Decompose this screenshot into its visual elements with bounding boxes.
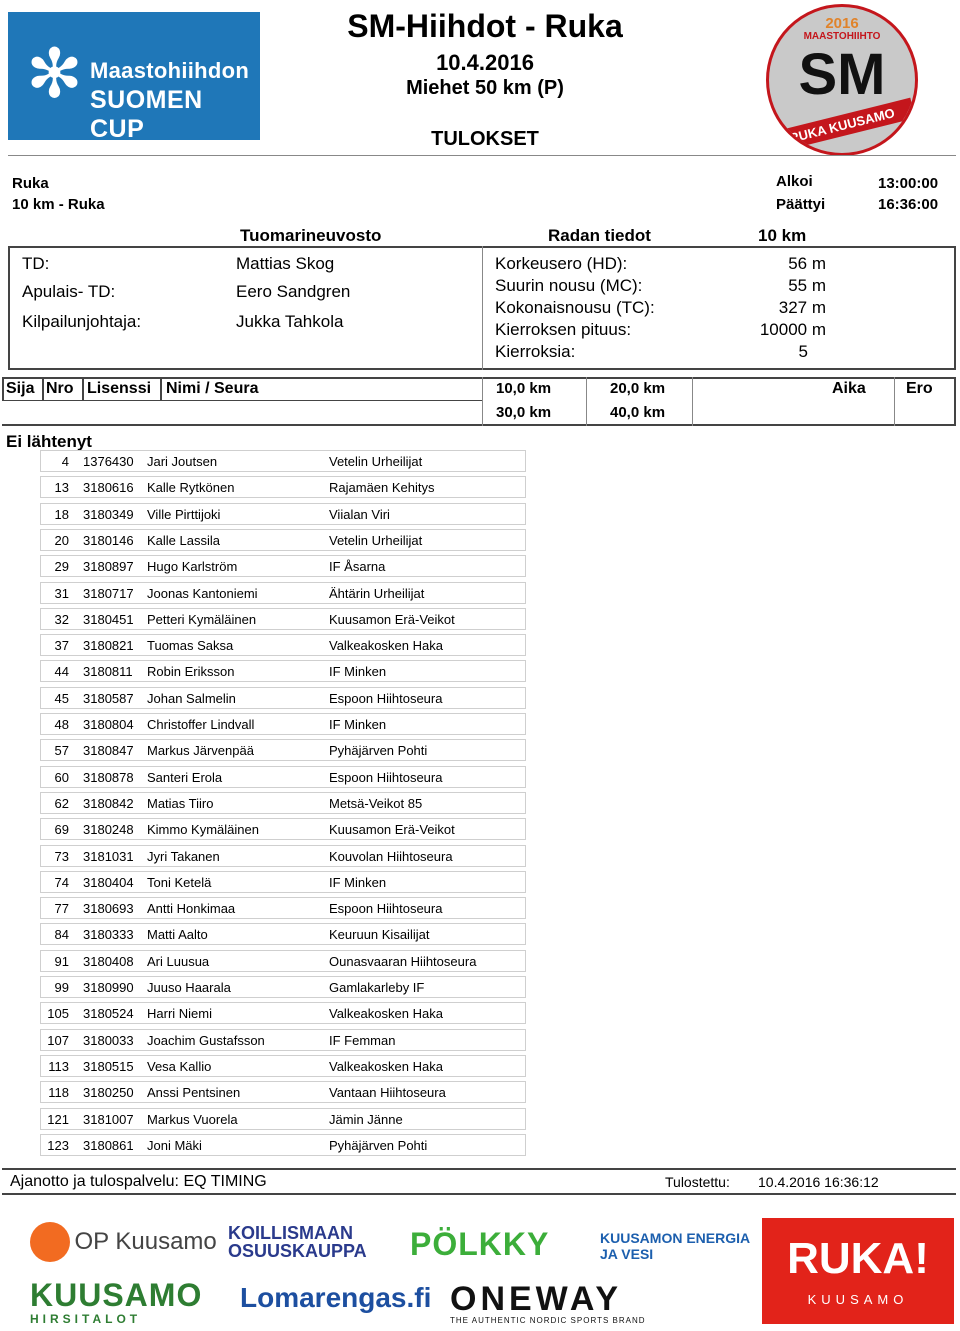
start-time: 13:00:00 <box>878 175 939 192</box>
club-cell: Espoon Hiihtoseura <box>329 690 443 706</box>
license-cell: 3180821 <box>83 638 134 654</box>
col-header-diff: Ero <box>906 380 933 397</box>
license-cell: 3180515 <box>83 1058 134 1074</box>
license-cell: 3180408 <box>83 953 134 969</box>
course-value: 5 <box>798 342 808 361</box>
course-label: Suurin nousu (MC): <box>495 276 643 295</box>
info-box-left <box>8 246 10 370</box>
venue-course: 10 km - Ruka <box>12 196 105 213</box>
official-role: Apulais- TD: <box>22 282 116 301</box>
col-sep <box>954 377 956 426</box>
col-header-name: Nimi / Seura <box>166 380 259 397</box>
course-value: 327 m <box>778 298 826 317</box>
license-cell: 3180250 <box>83 1085 134 1101</box>
table-row <box>40 713 526 735</box>
athlete-name-cell: Christoffer Lindvall <box>147 717 255 732</box>
license-cell: 3180587 <box>83 690 134 706</box>
table-row <box>40 1081 526 1103</box>
table-row <box>40 871 526 893</box>
license-cell: 3180861 <box>83 1137 134 1153</box>
rank-cell: 99 <box>54 980 69 995</box>
col-header-split3: 30,0 km <box>496 404 552 421</box>
table-row <box>40 582 526 604</box>
club-cell: Kuusamon Erä-Veikot <box>329 822 455 838</box>
rank-cell: 44 <box>54 664 69 680</box>
official-name: Eero Sandgren <box>236 282 351 301</box>
athlete-name-cell: Juuso Haarala <box>147 980 231 995</box>
license-cell: 3180451 <box>83 611 134 627</box>
athlete-name-cell: Jari Joutsen <box>147 454 218 469</box>
club-cell: Pyhäjärven Pohti <box>329 1137 428 1153</box>
footer-top-line <box>2 1168 956 1170</box>
rank-cell: 32 <box>54 611 69 627</box>
rank-cell: 91 <box>54 953 69 969</box>
table-row <box>40 1055 526 1077</box>
col-sep <box>2 377 4 401</box>
col-header-bib: Nro <box>46 380 74 397</box>
course-label: Kierroksen pituus: <box>495 320 632 339</box>
rank-cell: 113 <box>48 1058 69 1074</box>
athlete-name-cell: Joni Mäki <box>147 1137 202 1153</box>
course-value: 10000 m <box>759 320 826 339</box>
club-cell: Vantaan Hiihtoseura <box>329 1085 446 1101</box>
athlete-name-cell: Toni Ketelä <box>147 874 212 890</box>
course-value: 56 m <box>788 254 826 273</box>
printed-time: 10.4.2016 16:36:12 <box>758 1174 879 1190</box>
col-header-split2: 20,0 km <box>610 380 666 397</box>
club-cell: Kouvolan Hiihtoseura <box>329 848 453 864</box>
license-cell: 3180333 <box>83 927 134 943</box>
athlete-name-cell: Ville Pirttijoki <box>147 506 221 522</box>
col-header-split1: 10,0 km <box>496 380 552 397</box>
license-cell: 3180897 <box>83 559 134 575</box>
course-label: Kokonaisnousu (TC): <box>495 298 655 317</box>
club-cell: Rajamäen Kehitys <box>329 480 435 496</box>
athlete-name-cell: Matti Aalto <box>147 927 208 943</box>
club-cell: Valkeakosken Haka <box>329 638 443 654</box>
rank-cell: 84 <box>54 927 69 943</box>
license-cell: 3180847 <box>83 743 134 759</box>
athlete-name-cell: Harri Niemi <box>147 1006 212 1022</box>
section-heading: Ei lähtenyt <box>6 432 92 451</box>
rank-cell: 77 <box>54 901 69 917</box>
logo-year: 2016 <box>825 15 859 32</box>
license-cell: 3180842 <box>83 795 134 811</box>
event-date: 10.4.2016 <box>436 50 534 75</box>
info-box-right <box>954 246 956 370</box>
col-header-split4: 40,0 km <box>610 404 666 421</box>
op-icon <box>30 1222 70 1262</box>
col-sep <box>160 377 162 401</box>
official-name: Mattias Skog <box>236 254 335 273</box>
license-cell: 3180878 <box>83 769 134 785</box>
table-row <box>40 687 526 709</box>
logo-subtitle: MAASTOHIIHTO <box>803 31 881 42</box>
athlete-name-cell: Markus Vuorela <box>147 1111 238 1127</box>
rank-cell: 37 <box>54 638 69 654</box>
license-cell: 3180804 <box>83 717 134 732</box>
course-value: 55 m <box>788 276 826 295</box>
polkky-logo: PÖLKKY <box>410 1226 550 1262</box>
table-row <box>40 450 526 472</box>
rank-cell: 121 <box>47 1111 69 1127</box>
athlete-name-cell: Antti Honkimaa <box>147 901 236 917</box>
table-row <box>40 634 526 656</box>
club-cell: Metsä-Veikot 85 <box>329 795 423 811</box>
event-name: Miehet 50 km (P) <box>406 77 564 99</box>
op-kuusamo-logo: OP Kuusamo <box>30 1222 217 1262</box>
logo-line-1: Maastohiihdon <box>90 58 250 83</box>
official-name: Jukka Tahkola <box>236 312 344 331</box>
rank-cell: 62 <box>54 795 69 811</box>
license-cell: 3180248 <box>83 822 134 838</box>
divider <box>8 155 956 156</box>
athlete-name-cell: Johan Salmelin <box>147 690 236 706</box>
sm-maastohiihto-logo <box>766 4 918 156</box>
table-row <box>40 1029 526 1051</box>
rank-cell: 4 <box>61 454 69 469</box>
license-cell: 3180146 <box>83 532 134 548</box>
table-row <box>40 792 526 814</box>
club-cell: Valkeakosken Haka <box>329 1006 443 1022</box>
course-heading: Radan tiedot <box>548 226 651 245</box>
athlete-name-cell: Ari Luusua <box>147 953 210 969</box>
club-cell: Ounasvaaran Hiihtoseura <box>329 953 477 969</box>
club-cell: IF Femman <box>329 1032 396 1048</box>
license-cell: 3180693 <box>83 901 134 917</box>
athlete-name-cell: Tuomas Saksa <box>147 638 234 654</box>
license-cell: 3180616 <box>83 480 134 496</box>
athlete-name-cell: Kalle Lassila <box>147 532 220 548</box>
athlete-name-cell: Kalle Rytkönen <box>147 480 235 496</box>
license-cell: 3181007 <box>83 1111 134 1127</box>
col-header-license: Lisenssi <box>87 380 152 397</box>
koillismaan-osuuskauppa-logo: KOILLISMAAN OSUUSKAUPPA <box>228 1223 367 1261</box>
license-cell: 3180404 <box>83 874 134 890</box>
license-cell: 3180349 <box>83 506 134 522</box>
suomen-cup-logo <box>8 12 260 143</box>
course-label: Kierroksia: <box>495 342 576 361</box>
results-heading: TULOKSET <box>431 128 539 150</box>
logo-big: SM <box>798 42 886 107</box>
table-row <box>40 555 526 577</box>
footer-bottom-line <box>2 1193 956 1195</box>
table-header-bottom <box>2 424 956 426</box>
club-cell: Ähtärin Urheilijat <box>329 585 425 601</box>
license-cell: 3180524 <box>83 1006 134 1022</box>
info-box-divider <box>482 246 483 370</box>
table-row <box>40 608 526 630</box>
club-cell: Gamlakarleby IF <box>329 980 425 995</box>
license-cell: 3180811 <box>83 664 133 680</box>
athlete-name-cell: Markus Järvenpää <box>147 743 254 759</box>
table-row <box>40 766 526 788</box>
rank-cell: 107 <box>47 1032 69 1048</box>
kuusamon-energia-logo: KUUSAMON ENERGIA JA VESI <box>600 1230 750 1262</box>
course-label: Korkeusero (HD): <box>495 254 628 273</box>
club-cell: Vetelin Urheilijat <box>329 532 423 548</box>
rank-cell: 69 <box>54 822 69 838</box>
table-row <box>40 950 526 972</box>
ruka-logo: RUKA! KUUSAMO <box>762 1218 954 1324</box>
athlete-name-cell: Matias Tiiro <box>147 795 214 811</box>
rank-cell: 105 <box>47 1006 69 1022</box>
club-cell: Vetelin Urheilijat <box>329 454 423 469</box>
logo-ribbon: RUKA KUUSAMO <box>769 98 916 154</box>
col-sep <box>692 377 693 426</box>
rank-cell: 29 <box>54 559 69 575</box>
club-cell: Keuruun Kisailijat <box>329 927 430 943</box>
rank-cell: 123 <box>47 1137 69 1153</box>
rank-cell: 60 <box>54 769 69 785</box>
club-cell: Espoon Hiihtoseura <box>329 901 443 917</box>
col-sep <box>894 377 895 426</box>
rank-cell: 31 <box>54 585 69 601</box>
table-row <box>40 503 526 525</box>
col-header-time: Aika <box>832 380 866 397</box>
table-row <box>40 476 526 498</box>
athlete-name-cell: Petteri Kymäläinen <box>147 611 257 627</box>
license-cell: 3181031 <box>83 848 134 864</box>
club-cell: Kuusamon Erä-Veikot <box>329 611 455 627</box>
end-label: Päättyi <box>776 196 826 213</box>
table-row <box>40 897 526 919</box>
timing-credit: Ajanotto ja tulospalvelu: EQ TIMING <box>10 1173 267 1190</box>
table-row <box>40 1134 526 1156</box>
athlete-name-cell: Hugo Karlström <box>147 559 238 575</box>
rank-cell: 118 <box>48 1085 69 1101</box>
table-row <box>40 660 526 682</box>
page-title: SM-Hiihdot - Ruka <box>347 8 623 44</box>
table-row <box>40 739 526 761</box>
club-cell: Viialan Viri <box>329 506 390 522</box>
athlete-name-cell: Vesa Kallio <box>147 1058 212 1074</box>
col-sep <box>42 377 44 401</box>
col-header-rank: Sija <box>6 380 35 397</box>
printed-label: Tulostettu: <box>665 1174 730 1190</box>
col-sep <box>82 377 84 401</box>
license-cell: 3180717 <box>83 585 134 601</box>
table-row <box>40 529 526 551</box>
official-role: TD: <box>22 254 50 273</box>
license-cell: 3180033 <box>83 1032 134 1048</box>
col-sep <box>586 377 587 426</box>
rank-cell: 74 <box>54 874 69 890</box>
club-cell: Valkeakosken Haka <box>329 1058 443 1074</box>
end-time: 16:36:00 <box>878 196 939 213</box>
license-cell: 3180990 <box>83 980 134 995</box>
rank-cell: 73 <box>54 848 69 864</box>
club-cell: Pyhäjärven Pohti <box>329 743 428 759</box>
table-row <box>40 1002 526 1024</box>
table-row <box>40 1108 526 1130</box>
table-row <box>40 976 526 998</box>
rank-cell: 45 <box>54 690 69 706</box>
rank-cell: 57 <box>54 743 69 759</box>
rank-cell: 18 <box>54 506 69 522</box>
club-cell: IF Minken <box>329 664 387 680</box>
start-label: Alkoi <box>776 173 813 190</box>
athlete-name-cell: Joachim Gustafsson <box>147 1032 265 1048</box>
logo-line-2: SUOMEN CUP <box>90 86 203 143</box>
license-cell: 1376430 <box>83 454 134 469</box>
venue-place: Ruka <box>12 175 49 192</box>
athlete-name-cell: Robin Eriksson <box>147 664 235 680</box>
oneway-logo: ONEWAY THE AUTHENTIC NORDIC SPORTS BRAND <box>450 1280 646 1325</box>
rank-cell: 48 <box>54 717 69 732</box>
athlete-name-cell: Joonas Kantoniemi <box>147 585 258 601</box>
club-cell: Espoon Hiihtoseura <box>329 769 443 785</box>
rank-cell: 20 <box>54 532 69 548</box>
club-cell: IF Minken <box>329 874 387 890</box>
rank-cell: 13 <box>54 480 69 496</box>
snowflake-icon: ✻ <box>26 36 83 112</box>
table-row <box>40 818 526 840</box>
col-sep <box>482 377 483 426</box>
club-cell: IF Åsarna <box>329 559 386 575</box>
athlete-name-cell: Santeri Erola <box>147 769 223 785</box>
club-cell: IF Minken <box>329 717 387 732</box>
jury-heading: Tuomarineuvosto <box>240 226 382 245</box>
athlete-name-cell: Kimmo Kymäläinen <box>147 822 259 838</box>
athlete-name-cell: Jyri Takanen <box>147 848 220 864</box>
course-km: 10 km <box>758 226 807 245</box>
official-role: Kilpailunjohtaja: <box>22 312 142 331</box>
kuusamo-hirsitalot-logo: KUUSAMO HIRSITALOT <box>30 1277 203 1326</box>
club-cell: Jämin Jänne <box>329 1111 403 1127</box>
table-row <box>40 923 526 945</box>
lomarengas-logo: Lomarengas.fi <box>240 1282 432 1313</box>
athlete-name-cell: Anssi Pentsinen <box>147 1085 241 1101</box>
table-row <box>40 845 526 867</box>
